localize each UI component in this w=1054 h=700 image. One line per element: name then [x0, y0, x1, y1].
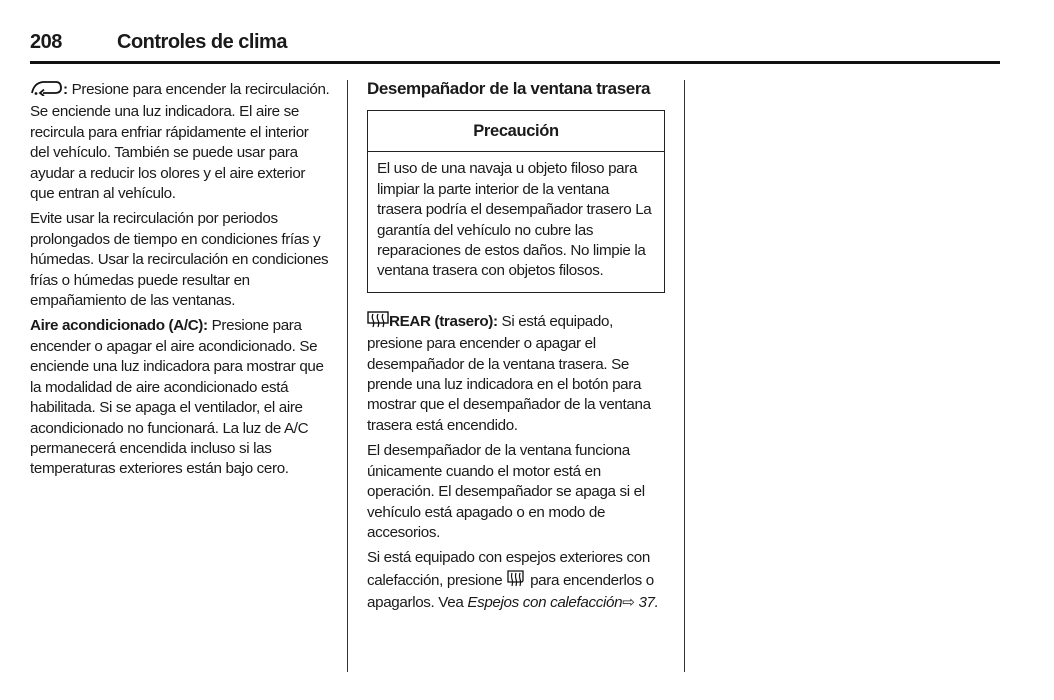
recirculation-text: Presione para encender la recirculación. Se enciende una luz indicadora. El aire se recircula para enfriar rápidamente el interior del vehículo. También se puede usar para ayudar a reducir los olores y el aire exterior que entran al vehículo. — [30, 81, 330, 203]
heated-mirror-icon — [506, 569, 526, 593]
caution-box — [367, 110, 665, 293]
mirrors-text-after: para encenderlos o apagarlos. Vea — [367, 571, 654, 612]
mirrors-reference-page[interactable]: 37. — [634, 594, 659, 612]
mirrors-text-before: Si está equipado con espejos exteriores con calefacción, presione — [367, 549, 650, 589]
section-title: Controles de clima — [117, 31, 287, 53]
rear-defrost-text: Si está equipado, presione para encender o apagar el desempañador de la ventana trasera. Se prende una luz indicadora en el botón para mostrar que el desempañador de la ventana trasera está encendido. — [367, 312, 651, 434]
middle-column — [367, 78, 667, 619]
recirculation-label-suffix: : — [63, 81, 68, 98]
caution-body: El uso de una navaja u objeto filoso para limpiar la parte interior de la ventana trasera podría el desempañador trasero La garantía del vehículo no cubre las reparaciones de estos daños. No limpie la ventana trasera con objetos filosos. — [377, 160, 652, 280]
ac-text: Presione para encender o apagar el aire acondicionado. Se enciende una luz indicadora para mostrar que la modalidad de aire acondicionado está habilitada. Si se apaga el ventilador, el aire acondicionado no funcionará. La luz de A/C permanecerá encendida incluso si las temperaturas exteriores están bajo cero. — [30, 317, 324, 478]
reference-arrow-icon: ⇨ — [622, 594, 635, 612]
ac-label: Aire acondicionado (A/C): — [30, 317, 208, 335]
page-number: 208 — [30, 31, 62, 53]
mirrors-reference-title[interactable]: Espejos con calefacción — [467, 594, 623, 612]
column-divider — [347, 80, 348, 672]
caution-title: Precaución — [368, 111, 664, 152]
recirculation-paragraph — [30, 80, 330, 204]
column-divider — [684, 80, 685, 672]
recirculation-icon — [30, 80, 63, 102]
ac-paragraph — [30, 316, 330, 479]
rear-defrost-paragraph — [367, 311, 667, 436]
left-column — [30, 80, 330, 485]
avoid-recirculation-paragraph: Evite usar la recirculación por periodos prolongados de tiempo en condiciones frías y húmedas. Usar la recirculación en condiciones frías o húmedas puede resultar en empañamiento de las ventanas. — [30, 210, 329, 310]
rear-defrost-icon — [367, 311, 389, 334]
header-rule — [30, 61, 1000, 64]
heated-mirrors-paragraph — [367, 548, 667, 613]
page-header — [30, 31, 1000, 55]
rear-defogger-heading: Desempañador de la ventana trasera — [367, 79, 651, 98]
rear-defrost-label: REAR (trasero): — [389, 312, 498, 330]
defogger-operation-paragraph: El desempañador de la ventana funciona únicamente cuando el motor está en operación. El desempañador se apaga si el vehículo está apagado o en modo de accesorios. — [367, 442, 645, 541]
